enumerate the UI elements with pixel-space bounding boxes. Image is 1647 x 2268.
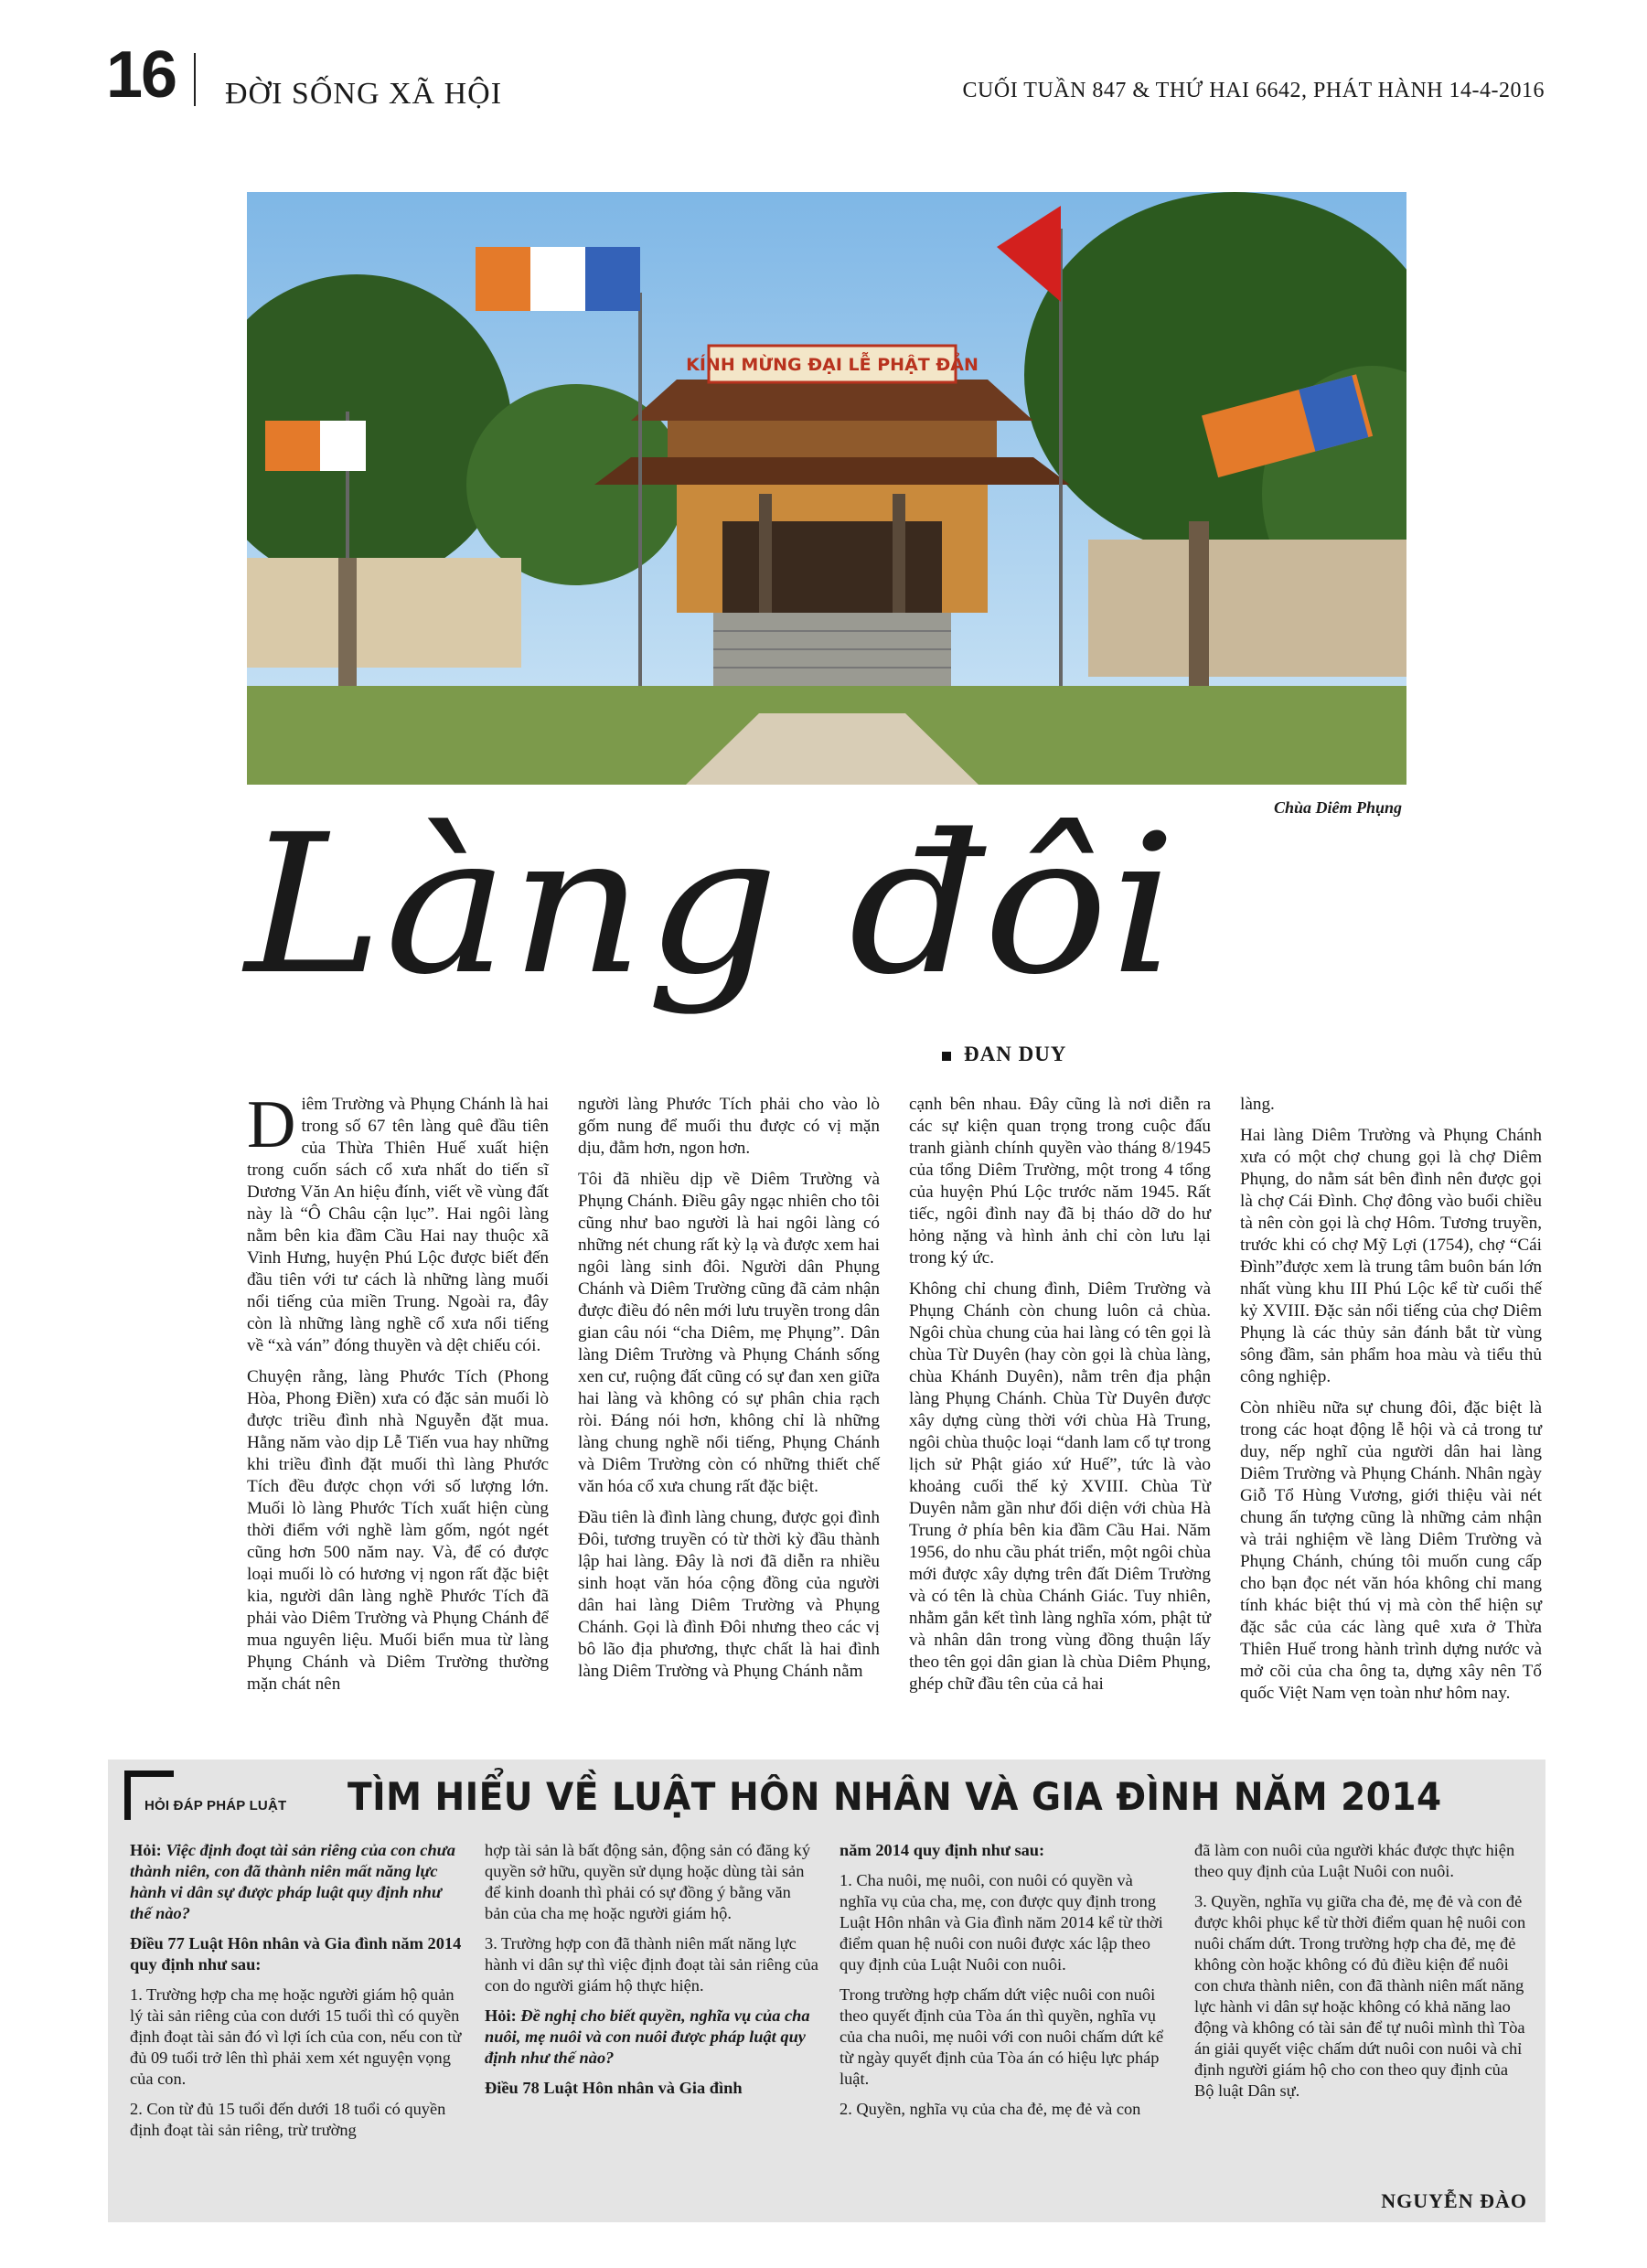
- paragraph: 1. Trường hợp cha mẹ hoặc người giám hộ quản lý tài sản riêng của con dưới 15 tuổi thì có quyền định đoạt tài sản đó vì lợi ích của con, nếu con từ đủ 09 tuổi trở lên thì phải xem xét nguyện vọng của con.: [130, 1985, 462, 2088]
- bullet-square-icon: [942, 1052, 951, 1061]
- paragraph: Tôi đã nhiều dịp về Diêm Trường và Phụng Chánh. Điều gây ngạc nhiên cho tôi cũng như bao người là hai ngôi làng có những nét chung rất kỳ lạ và được xem hai ngôi làng sinh đôi. Người dân Phụng Chánh và Diêm Trường cũng đã cảm nhận được điều đó nên mới lưu truyền trong dân gian câu nói “cha Diêm, mẹ Phụng”. Dân làng Diêm Trường và Phụng Chánh sống xen cư, ruộng đất cũng có sự đan xen giữa hai làng và không có sự phân chia rạch ròi. Đáng nói hơn, không chỉ là những làng chung nghề nổi tiếng, Phụng Chánh và Diêm Trường còn có những thiết chế văn hóa cổ xưa chung rất đặc biệt.: [578, 1170, 880, 1496]
- paragraph: iêm Trường và Phụng Chánh là hai trong số 67 tên làng quê đầu tiên của Thừa Thiên Huế xuất hiện trong cuốn sách cổ xưa nhất do tiến sĩ Dương Văn An hiệu đính, viết về vùng đất này là “Ô Châu cận lục”. Hai ngôi làng nằm bên kia đầm Cầu Hai nay thuộc xã Vinh Hưng, huyện Phú Lộc được biết đến đầu tiên với tư cách là những làng muối nổi tiếng của miền Trung. Ngoài ra, đây còn là những làng nghề cổ xưa nổi tiếng về “xà ván” đóng thuyền và dệt chiếu cói.: [247, 1095, 549, 1355]
- paragraph: Còn nhiều nữa sự chung đôi, đặc biệt là trong các hoạt động lễ hội và cả trong tư duy, nếp nghĩ của người dân hai làng Diêm Trường và Phụng Chánh. Nhân ngày Giỗ Tổ Hùng Vương, giới thiệu vài nét chung ấn tượng cũng là những cảm nhận và trải nghiệm về làng Diêm Trường và Phụng Chánh, chúng tôi muốn cung cấp cho bạn đọc nét văn hóa không chỉ mang tính khác biệt thú vị mà còn thể hiện sự đặc sắc của các làng quê xưa ở Thừa Thiên Huế trong hành trình dựng nước và mở cõi của cha ông ta, dựng xây nên Tổ quốc Việt Nam vẹn toàn như hôm nay.: [1240, 1398, 1542, 1703]
- article-column-1: [247, 1087, 549, 1705]
- drop-cap: D: [247, 1087, 296, 1162]
- legal-column-4: [1194, 1840, 1528, 2111]
- article-column-4: [1240, 1094, 1542, 1714]
- article-author: ĐAN DUY: [964, 1043, 1067, 1065]
- question-text: Việc định đoạt tài sản riêng của con chưa thành niên, con đã thành niên mất năng lực hành vi dân sự được pháp luật quy định như thế nào?: [130, 1841, 455, 1922]
- issue-info: CUỐI TUẦN 847 & THỨ HAI 6642, PHÁT HÀNH 14-4-2016: [962, 79, 1545, 102]
- question-label: Hỏi:: [485, 2006, 517, 2025]
- paragraph: làng.: [1240, 1095, 1275, 1114]
- pagoda-photo: [247, 192, 1406, 785]
- paragraph: cạnh bên nhau. Đây cũng là nơi diễn ra các sự kiện quan trọng trong cuộc đấu tranh giành chính quyền vào tháng 8/1945 của tổng Diêm Trường, một trong 4 tổng của huyện Phú Lộc trước năm 1945. Rất tiếc, ngôi đình nay đã bị tháo dỡ do hư hỏng nặng và hình ảnh chỉ còn lưu lại trong ký ức.: [909, 1095, 1211, 1268]
- article-column-3: [909, 1094, 1211, 1705]
- question-text: Đề nghị cho biết quyền, nghĩa vụ của cha nuôi, mẹ nuôi và con nuôi được pháp luật quy định như thế nào?: [485, 2006, 810, 2067]
- article-byline: [942, 1043, 1066, 1066]
- header-divider: [194, 53, 196, 106]
- photo-banner-text: KÍNH MỪNG ĐẠI LỄ PHẬT ĐẢN: [686, 355, 979, 375]
- question: [130, 1840, 464, 1924]
- photo-caption: Chùa Diêm Phụng: [1273, 798, 1402, 817]
- paragraph: 2. Con từ đủ 15 tuổi đến dưới 18 tuổi có quyền định đoạt tài sản riêng, trừ trường: [130, 2100, 446, 2139]
- legal-column-1: [130, 1840, 464, 2150]
- paragraph: 3. Trường hợp con đã thành niên mất năng lực hành vi dân sự thì việc định đoạt tài sản riêng của con do người giám hộ thực hiện.: [485, 1934, 818, 1995]
- paragraph: Đầu tiên là đình làng chung, được gọi đình Đôi, tương truyền có từ thời kỳ đầu thành lập hai làng. Đây là nơi đã diễn ra nhiều sinh hoạt văn hóa cộng đồng của người dân hai làng Diêm Trường và Phụng Chánh. Gọi là đình Đôi nhưng theo các vị bô lão địa phương, thực chất là hai đình làng Diêm Trường và Phụng Chánh nằm: [578, 1508, 880, 1681]
- paragraph: Trong trường hợp chấm dứt việc nuôi con nuôi theo quyết định của Tòa án thì quyền, nghĩa vụ của cha nuôi, mẹ nuôi với con nuôi chấm dứt kể từ ngày quyết định của Tòa án có hiệu lực pháp luật.: [840, 1985, 1164, 2088]
- paragraph: 2. Quyền, nghĩa vụ của cha đẻ, mẹ đẻ và con: [840, 2100, 1141, 2118]
- legal-qa-box: [108, 1760, 1545, 2222]
- legal-author: NGUYỄN ĐÀO: [1381, 2189, 1527, 2212]
- paragraph: người làng Phước Tích phải cho vào lò gốm nung để muối thu được có vị mặn dịu, đằm hơn, ngon hơn.: [578, 1095, 880, 1158]
- law-heading: Điều 78 Luật Hôn nhân và Gia đình: [485, 2079, 743, 2097]
- question: [485, 2006, 818, 2069]
- legal-column-2: [485, 1840, 818, 2108]
- section-name: ĐỜI SỐNG XÃ HỘI: [225, 77, 503, 111]
- legal-column-3: [840, 1840, 1173, 2129]
- paragraph: 3. Quyền, nghĩa vụ giữa cha đẻ, mẹ đẻ và con đẻ được khôi phục kể từ thời điểm quan hệ nuôi con nuôi chấm dứt. Trong trường hợp cha đẻ, mẹ đẻ không còn hoặc không có đủ điều kiện để nuôi con chưa thành niên, con đã thành niên mất năng lực hành vi dân sự hoặc không có khả năng lao động và không có tài sản để tự nuôi mình thì Tòa án giải quyết việc chấm dứt nuôi con nuôi và chỉ định người giám hộ cho con theo quy định của Bộ luật Dân sự.: [1194, 1892, 1526, 2100]
- article-column-2: [578, 1094, 880, 1692]
- article-title: Làng đôi: [245, 793, 1179, 1017]
- paragraph: đã làm con nuôi của người khác được thực hiện theo quy định của Luật Nuôi con nuôi.: [1194, 1841, 1515, 1880]
- paragraph: Không chỉ chung đình, Diêm Trường và Phụng Chánh còn chung luôn cả chùa. Ngôi chùa chung của hai làng có tên gọi là chùa Từ Duyên (hay còn gọi là chùa làng, chùa Khánh Duyên), nằm trên địa phận làng Phụng Chánh. Chùa Từ Duyên được xây dựng cùng thời với chùa Hà Trung, ngôi chùa thuộc loại “danh lam cổ tự trong lịch sử Phật giáo xứ Huế”, tức là vào khoảng cuối thế kỷ XVIII. Chùa Từ Duyên nằm gần như đối diện với chùa Hà Trung ở phía bên kia đầm Cầu Hai. Năm 1956, do nhu cầu phát triển, một ngôi chùa mới được xây dựng trên đất Diêm Trường và có tên là chùa Chánh Giác. Tuy nhiên, nhằm gắn kết tình làng nghĩa xóm, phật tử và nhân dân trong vùng đồng thuận lấy theo tên gọi dân gian là chùa Diêm Phụng, ghép chữ đầu tên của cả hai: [909, 1279, 1211, 1694]
- paragraph: 1. Cha nuôi, mẹ nuôi, con nuôi có quyền và nghĩa vụ của cha, mẹ, con được quy định trong Luật Hôn nhân và Gia đình năm 2014 kể từ thời điểm quan hệ nuôi con nuôi được xác lập theo quy định của Luật Nuôi con nuôi.: [840, 1871, 1163, 1974]
- paragraph: Chuyện rằng, làng Phước Tích (Phong Hòa, Phong Điền) xưa có đặc sản muối lò được triều đình nhà Nguyễn đặt mua. Hằng năm vào dịp Lễ Tiến vua hay những khi triều đình đặt muối thì làng Phước Tích đều được chọn với số lượng lớn. Muối lò làng Phước Tích xuất hiện cùng thời điểm với nghề làm gốm, ngót ngét cũng hơn 500 năm nay. Và, để có được loại muối lò có hương vị ngon rất đặc biệt kia, người dân làng nghề Phước Tích đã phải vào Diêm Trường và Phụng Chánh để mua nguyên liệu. Muối biển mua từ làng Phụng Chánh và Diêm Trường thường mặn chát nên: [247, 1367, 549, 1694]
- paragraph: hợp tài sản là bất động sản, động sản có đăng ký quyền sở hữu, quyền sử dụng hoặc dùng tài sản để kinh doanh thì phải có sự đồng ý bằng văn bản của cha mẹ hoặc người giám hộ.: [485, 1841, 811, 1922]
- law-heading-cont: năm 2014 quy định như sau:: [840, 1841, 1045, 1859]
- legal-qa-title: TÌM HIỂU VỀ LUẬT HÔN NHÂN VÀ GIA ĐÌNH NĂM 2014: [348, 1774, 1442, 1819]
- page-number: 16: [106, 38, 176, 112]
- law-heading: Điều 77 Luật Hôn nhân và Gia đình năm 2014 quy định như sau:: [130, 1934, 462, 1974]
- legal-qa-logo-text: HỎI ĐÁP PHÁP LUẬT: [144, 1798, 287, 1813]
- question-label: Hỏi:: [130, 1841, 162, 1859]
- legal-qa-logo: [124, 1771, 304, 1820]
- paragraph: Hai làng Diêm Trường và Phụng Chánh xưa có một chợ chung gọi là chợ Diêm Phụng, do nằm sát bên đình nên được gọi là chợ Cái Đình. Chợ đông vào buổi chiều tà nên còn gọi là chợ Hôm. Tương truyền, trước khi có chợ Mỹ Lợi (1754), chợ “Cái Đình”được xem là trung tâm buôn bán lớn nhất vùng khu III Phú Lộc kể từ cuối thế kỷ XVIII. Đặc sản nổi tiếng của chợ Diêm Phụng là các thủy sản đánh bắt từ vùng sông đầm, sản phẩm hoa màu và tiểu thủ công nghiệp.: [1240, 1126, 1542, 1386]
